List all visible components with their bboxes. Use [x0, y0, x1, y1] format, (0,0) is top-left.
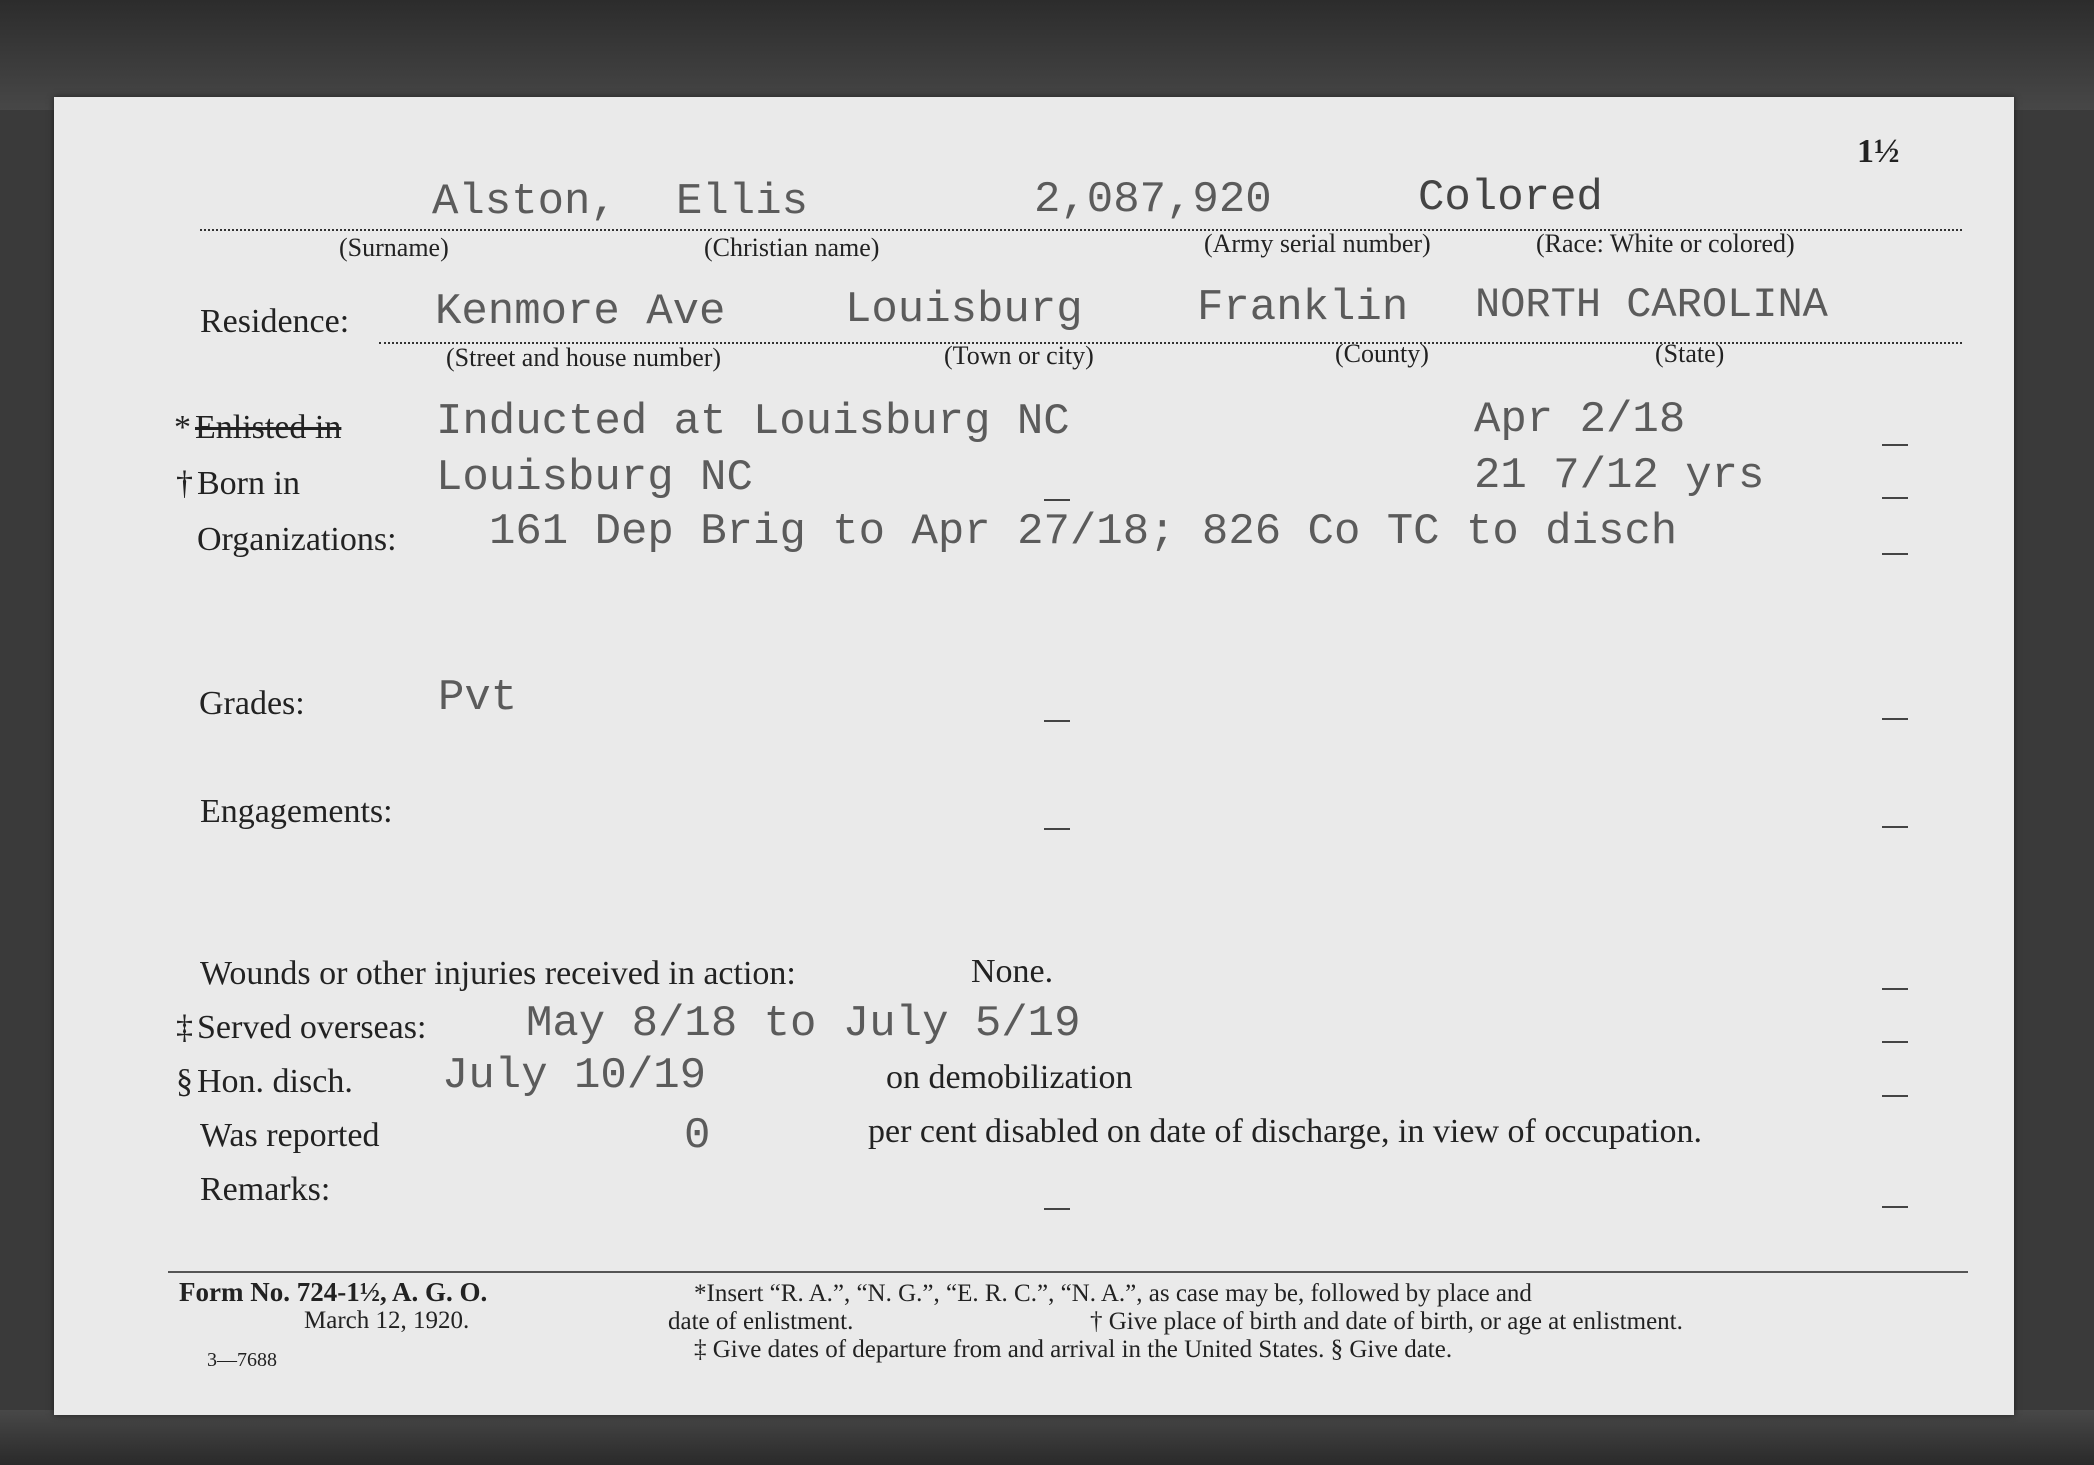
- state-value: NORTH CAROLINA: [1475, 281, 1828, 329]
- background-bottom: [0, 1410, 2094, 1465]
- surname-caption: (Surname): [339, 233, 449, 262]
- discharge-label: Hon. disch.: [197, 1063, 353, 1100]
- town-caption: (Town or city): [944, 341, 1094, 370]
- blank-dash: [1882, 718, 1908, 720]
- blank-dash: [1882, 1095, 1908, 1097]
- state-caption: (State): [1655, 339, 1725, 368]
- street-value: Kenmore Ave: [435, 287, 726, 337]
- discharge-note: on demobilization: [886, 1059, 1133, 1096]
- print-code: 3—7688: [207, 1349, 277, 1371]
- born-label: Born in: [197, 465, 300, 502]
- grades-value: Pvt: [438, 673, 518, 723]
- disability-text: per cent disabled on date of discharge, in view of occupation.: [868, 1113, 1702, 1150]
- blank-dash: [1882, 497, 1908, 499]
- blank-dash: [1044, 828, 1070, 830]
- engagements-label: Engagements:: [200, 793, 393, 830]
- background-top: [0, 0, 2094, 110]
- blank-dash: [1882, 1041, 1908, 1043]
- discharge-date: July 10/19: [442, 1051, 707, 1101]
- christian-name-caption: (Christian name): [704, 233, 880, 262]
- blank-dash: [1882, 1206, 1908, 1208]
- enlisted-marker: *: [174, 409, 191, 446]
- discharge-marker: §: [176, 1063, 193, 1100]
- county-caption: (County): [1335, 339, 1429, 368]
- form-date: March 12, 1920.: [304, 1307, 470, 1334]
- serial-caption: (Army serial number): [1204, 229, 1431, 258]
- enlisted-date: Apr 2/18: [1474, 395, 1686, 445]
- wounds-value: None.: [971, 953, 1054, 990]
- grades-label: Grades:: [199, 685, 305, 722]
- organizations-label: Organizations:: [197, 521, 397, 558]
- blank-dash: [1882, 826, 1908, 828]
- instruction-line-1: *Insert “R. A.”, “N. G.”, “E. R. C.”, “N. A.”, as case may be, followed by place and: [694, 1280, 1532, 1307]
- serial-number-value: 2,087,920: [1034, 175, 1272, 225]
- instruction-line-3: ‡ Give dates of departure from and arrival in the United States. § Give date.: [694, 1336, 1453, 1363]
- blank-dash: [1044, 1208, 1070, 1210]
- born-marker: †: [176, 465, 193, 502]
- service-record-card: [54, 97, 2014, 1415]
- enlisted-value: Inducted at Louisburg NC: [436, 397, 1070, 447]
- corner-mark: 1½: [1857, 133, 1900, 170]
- born-value: Louisburg NC: [436, 453, 753, 503]
- race-caption: (Race: White or colored): [1536, 229, 1795, 258]
- wounds-label: Wounds or other injuries received in action:: [200, 955, 796, 992]
- age-value: 21 7/12 yrs: [1474, 451, 1765, 501]
- remarks-label: Remarks:: [200, 1171, 331, 1208]
- form-number: Form No. 724-1½, A. G. O.: [179, 1277, 488, 1307]
- blank-dash: [1044, 499, 1070, 501]
- blank-dash: [1882, 553, 1908, 555]
- surname-value: Alston,: [432, 177, 617, 227]
- disability-percent: 0: [684, 1111, 711, 1161]
- residence-label: Residence:: [200, 303, 350, 340]
- instruction-line-2a: date of enlistment.: [668, 1308, 854, 1335]
- organizations-value: 161 Dep Brig to Apr 27/18; 826 Co TC to disch: [489, 507, 1678, 557]
- overseas-marker: ‡: [176, 1009, 193, 1046]
- blank-dash: [1882, 988, 1908, 990]
- county-value: Franklin: [1197, 283, 1409, 333]
- reported-label: Was reported: [200, 1117, 380, 1154]
- instruction-line-2b: † Give place of birth and date of birth, or age at enlistment.: [1090, 1308, 1683, 1335]
- enlisted-label: Enlisted in: [195, 409, 342, 446]
- race-value: Colored: [1418, 173, 1603, 223]
- blank-dash: [1044, 720, 1070, 722]
- footer-rule: [168, 1271, 1968, 1273]
- overseas-value: May 8/18 to July 5/19: [526, 999, 1081, 1049]
- town-value: Louisburg: [845, 285, 1083, 335]
- overseas-label: Served overseas:: [197, 1009, 427, 1046]
- blank-dash: [1882, 444, 1908, 446]
- christian-name-value: Ellis: [676, 177, 809, 227]
- street-caption: (Street and house number): [446, 343, 722, 372]
